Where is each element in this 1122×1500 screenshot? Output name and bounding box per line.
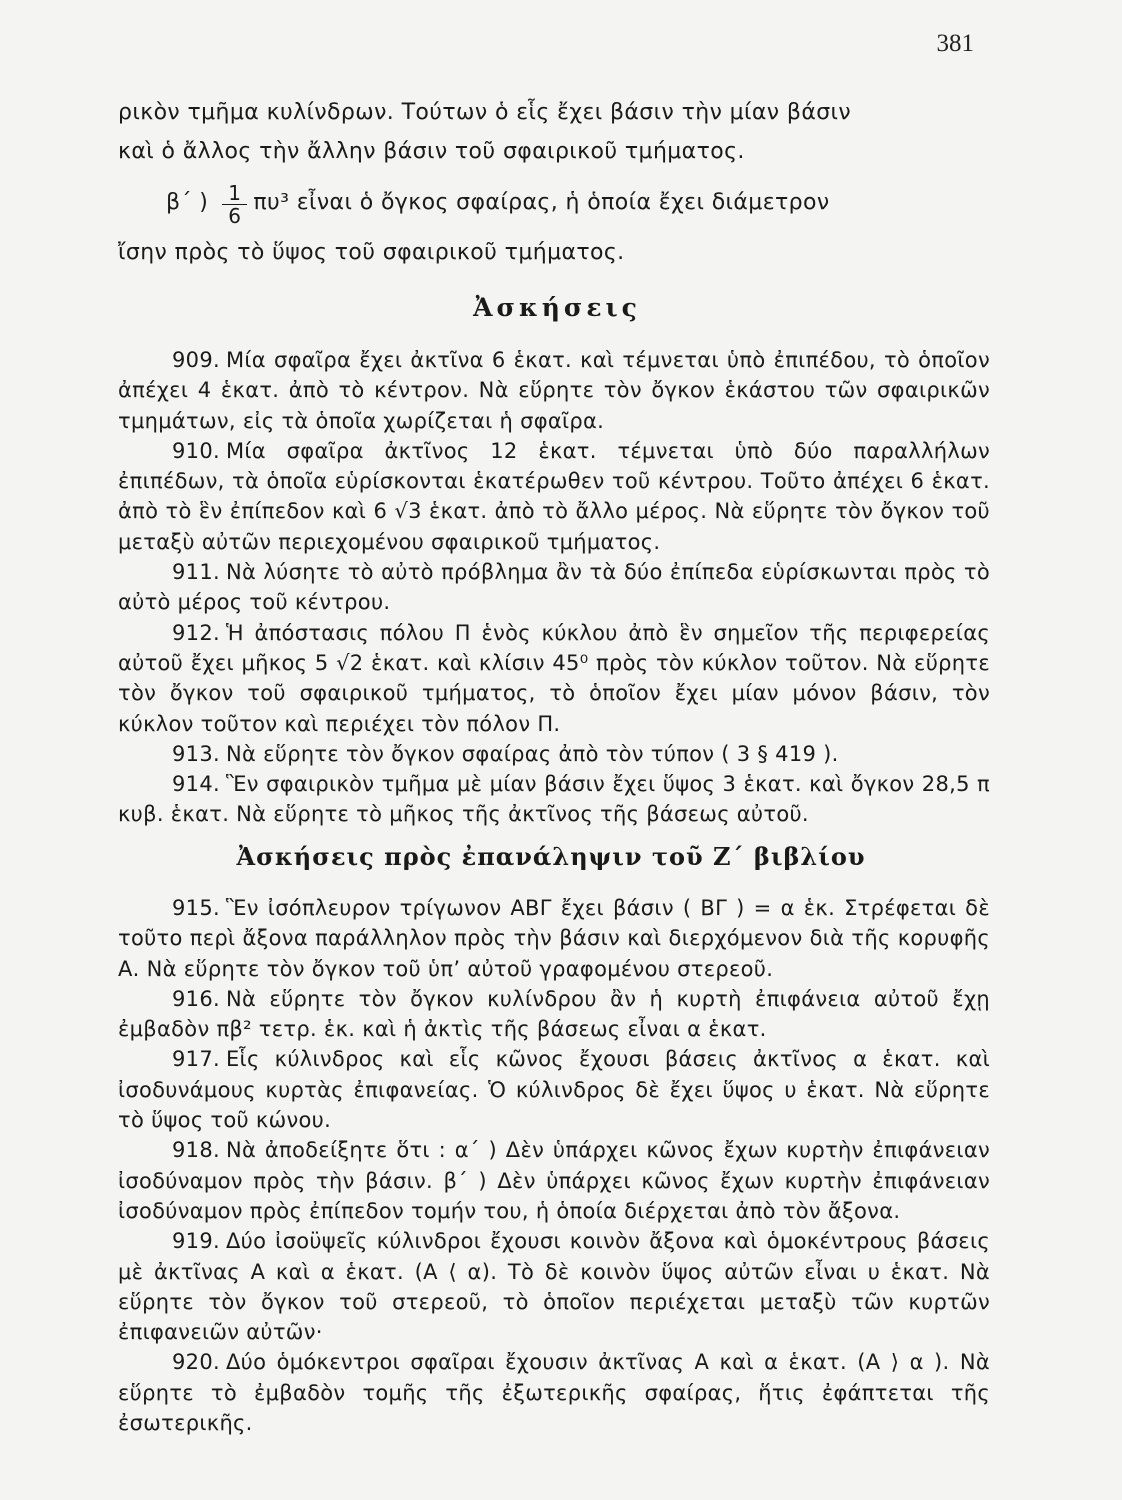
exercise-number: 912. <box>172 620 220 645</box>
exercise-item <box>118 557 990 618</box>
exercise-item <box>118 436 990 557</box>
exercise-item <box>118 345 990 436</box>
exercise-text: Ἡ ἀπόστασις πόλου Π ἑνὸς κύκλου ἀπὸ ἓν σημεῖον τῆς περιφερείας αὐτοῦ ἔχει μῆκος 5 √2 ἑκατ. καὶ κλίσιν 45⁰ πρὸς τὸν κύκλον τοῦτον. Νὰ εὕρητε τὸν ὄγκον τοῦ σφαιρικοῦ τμήματος, τὸ ὁποῖον ἔχει μίαν μόνον βάσιν, τὸν κύκλον τοῦτον καὶ περιέχει τὸν πόλον Π. <box>118 620 990 736</box>
exercise-item <box>118 893 990 984</box>
exercise-text: Ἓν ἰσόπλευρον τρίγωνον ΑΒΓ ἔχει βάσιν ( ΒΓ ) = α ἑκ. Στρέφεται δὲ τοῦτο περὶ ἄξονα παράλληλον πρὸς τὴν βάσιν καὶ διερχόμενον διὰ τῆς κορυφῆς Α. Νὰ εὕρητε τὸν ὄγκον τοῦ ὑπ’ αὐτοῦ γραφομένου στερεοῦ. <box>118 896 990 981</box>
exercise-list-2 <box>118 893 990 1438</box>
formula-line <box>118 171 990 233</box>
exercise-text: Μία σφαῖρα ἀκτῖνος 12 ἑκατ. τέμνεται ὑπὸ δύο παραλλήλων ἐπιπέδων, τὰ ὁποῖα εὑρίσκονται ἑκατέρωθεν τοῦ κέντρου. Τοῦτο ἀπέχει 6 ἑκατ. ἀπὸ τὸ ἓν ἐπίπεδον καὶ 6 √3 ἑκατ. ἀπὸ τὸ ἄλλο μέρος. Νὰ εὕρητε τὸν ὄγκον τοῦ μεταξὺ αὐτῶν περιεχομένου σφαιρικοῦ τμήματος. <box>118 438 990 554</box>
exercise-item <box>118 769 990 830</box>
exercise-number: 909. <box>172 348 220 372</box>
exercise-text: Δύο ὁμόκεντροι σφαῖραι ἔχουσιν ἀκτῖνας Α καὶ α ἑκατ. (Α ⟩ α ). Νὰ εὕρητε τὸ ἐμβαδὸν τομῆς τῆς ἐξωτερικῆς σφαίρας, ἥτις ἐφάπτεται τῆς ἐσωτερικῆς. <box>118 1350 990 1436</box>
section-heading-exercises: Ἀσκήσεις <box>473 293 641 322</box>
exercise-number: 911. <box>172 560 220 585</box>
intro-paragraph <box>118 93 990 272</box>
exercise-text: Εἷς κύλινδρος καὶ εἷς κῶνος ἔχουσι βάσεις ἀκτῖνος α ἑκατ. καὶ ἰσοδυνάμους κυρτὰς ἐπιφανείας. Ὁ κύλινδρος δὲ ἔχει ὕψος υ ἑκατ. Νὰ εὕρητε τὸ ὕψος τοῦ κώνου. <box>118 1047 990 1133</box>
exercise-number: 919. <box>172 1229 220 1254</box>
exercise-item <box>118 1226 990 1347</box>
exercise-text: Ἓν σφαιρικὸν τμῆμα μὲ μίαν βάσιν ἔχει ὕψος 3 ἑκατ. καὶ ὄγκον 28,5 π κυβ. ἑκατ. Νὰ εὕρητε τὸ μῆκος τῆς ἀκτῖνος τῆς βάσεως αὐτοῦ. <box>118 772 990 827</box>
exercise-number: 920. <box>172 1350 220 1375</box>
formula-text: πυ³ εἶναι ὁ ὄγκος σφαίρας, ἡ ὁποία ἔχει διάμετρον <box>253 189 830 215</box>
fraction-numerator: 1 <box>222 182 247 205</box>
exercise-number: 917. <box>172 1047 220 1072</box>
section-heading-review-exercises: Ἀσκήσεις πρὸς ἐπανάληψιν τοῦ Ζ΄ βιβλίου <box>236 842 866 871</box>
fraction <box>222 182 247 227</box>
intro-line-2: καὶ ὁ ἄλλος τὴν ἄλλην βάσιν τοῦ σφαιρικοῦ τμήματος. <box>118 139 745 164</box>
exercise-item <box>118 618 990 739</box>
exercise-item <box>118 1135 990 1226</box>
exercise-number: 914. <box>172 772 220 797</box>
exercise-text: Μία σφαῖρα ἔχει ἀκτῖνα 6 ἑκατ. καὶ τέμνεται ὑπὸ ἐπιπέδου, τὸ ὁποῖον ἀπέχει 4 ἑκατ. ἀπὸ τὸ κέντρον. Νὰ εὕρητε τὸν ὄγκον ἑκάστου τῶν σφαιρικῶν τμημάτων, εἰς τὰ ὁποῖα χωρίζεται ἡ σφαῖρα. <box>118 348 990 433</box>
exercise-number: 918. <box>172 1138 220 1163</box>
exercise-number: 913. <box>172 741 220 766</box>
exercise-text: Νὰ λύσητε τὸ αὐτὸ πρόβλημα ἂν τὰ δύο ἐπίπεδα εὑρίσκωνται πρὸς τὸ αὐτὸ μέρος τοῦ κέντρου. <box>118 560 990 615</box>
formula-prefix: β΄ ) <box>166 189 209 215</box>
exercise-text: Νὰ εὕρητε τὸν ὄγκον σφαίρας ἀπὸ τὸν τύπον ( 3 § 419 ). <box>225 741 839 766</box>
exercise-item <box>118 739 990 769</box>
exercise-number: 910. <box>172 438 220 463</box>
intro-line-4: ἴσην πρὸς τὸ ὕψος τοῦ σφαιρικοῦ τμήματος. <box>118 240 625 265</box>
exercise-text: Νὰ εὕρητε τὸν ὄγκον κυλίνδρου ἂν ἡ κυρτὴ ἐπιφάνεια αὐτοῦ ἔχῃ ἐμβαδὸν πβ² τετρ. ἑκ. καὶ ἡ ἀκτὶς τῆς βάσεως εἶναι α ἑκατ. <box>118 986 990 1042</box>
intro-line-1: ρικὸν τμῆμα κυλίνδρων. Τούτων ὁ εἷς ἔχει βάσιν τὴν μίαν βάσιν <box>118 100 852 125</box>
fraction-denominator: 6 <box>228 203 242 228</box>
exercise-text: Δύο ἰσοϋψεῖς κύλινδροι ἔχουσι κοινὸν ἄξονα καὶ ὁμοκέντρους βάσεις μὲ ἀκτῖνας Α καὶ α ἑκατ. (Α ⟨ α). Τὸ δὲ κοινὸν ὕψος αὐτῶν εἶναι υ ἑκατ. Νὰ εὕρητε τὸν ὄγκον τοῦ στερεοῦ, τὸ ὁποῖον περιέχεται μεταξὺ τῶν κυρτῶν ἐπιφανειῶν αὐτῶν· <box>118 1229 990 1345</box>
exercise-list-1 <box>118 345 990 830</box>
exercise-number: 915. <box>172 896 220 920</box>
exercise-text: Νὰ ἀποδείξητε ὅτι : α΄ ) Δὲν ὑπάρχει κῶνος ἔχων κυρτὴν ἐπιφάνειαν ἰσοδύναμον πρὸς τὴν βάσιν. β΄ ) Δὲν ὑπάρχει κῶνος ἔχων κυρτὴν ἐπιφάνειαν ἰσοδύναμον πρὸς ἐπίπεδον τομήν του, ἡ ὁποία διέρχεται ἀπὸ τὸν ἄξονα. <box>118 1138 990 1223</box>
exercise-item <box>118 984 990 1045</box>
exercise-number: 916. <box>172 986 220 1011</box>
exercise-item <box>118 1347 990 1438</box>
exercise-item <box>118 1044 990 1135</box>
page-number: 381 <box>936 30 974 57</box>
